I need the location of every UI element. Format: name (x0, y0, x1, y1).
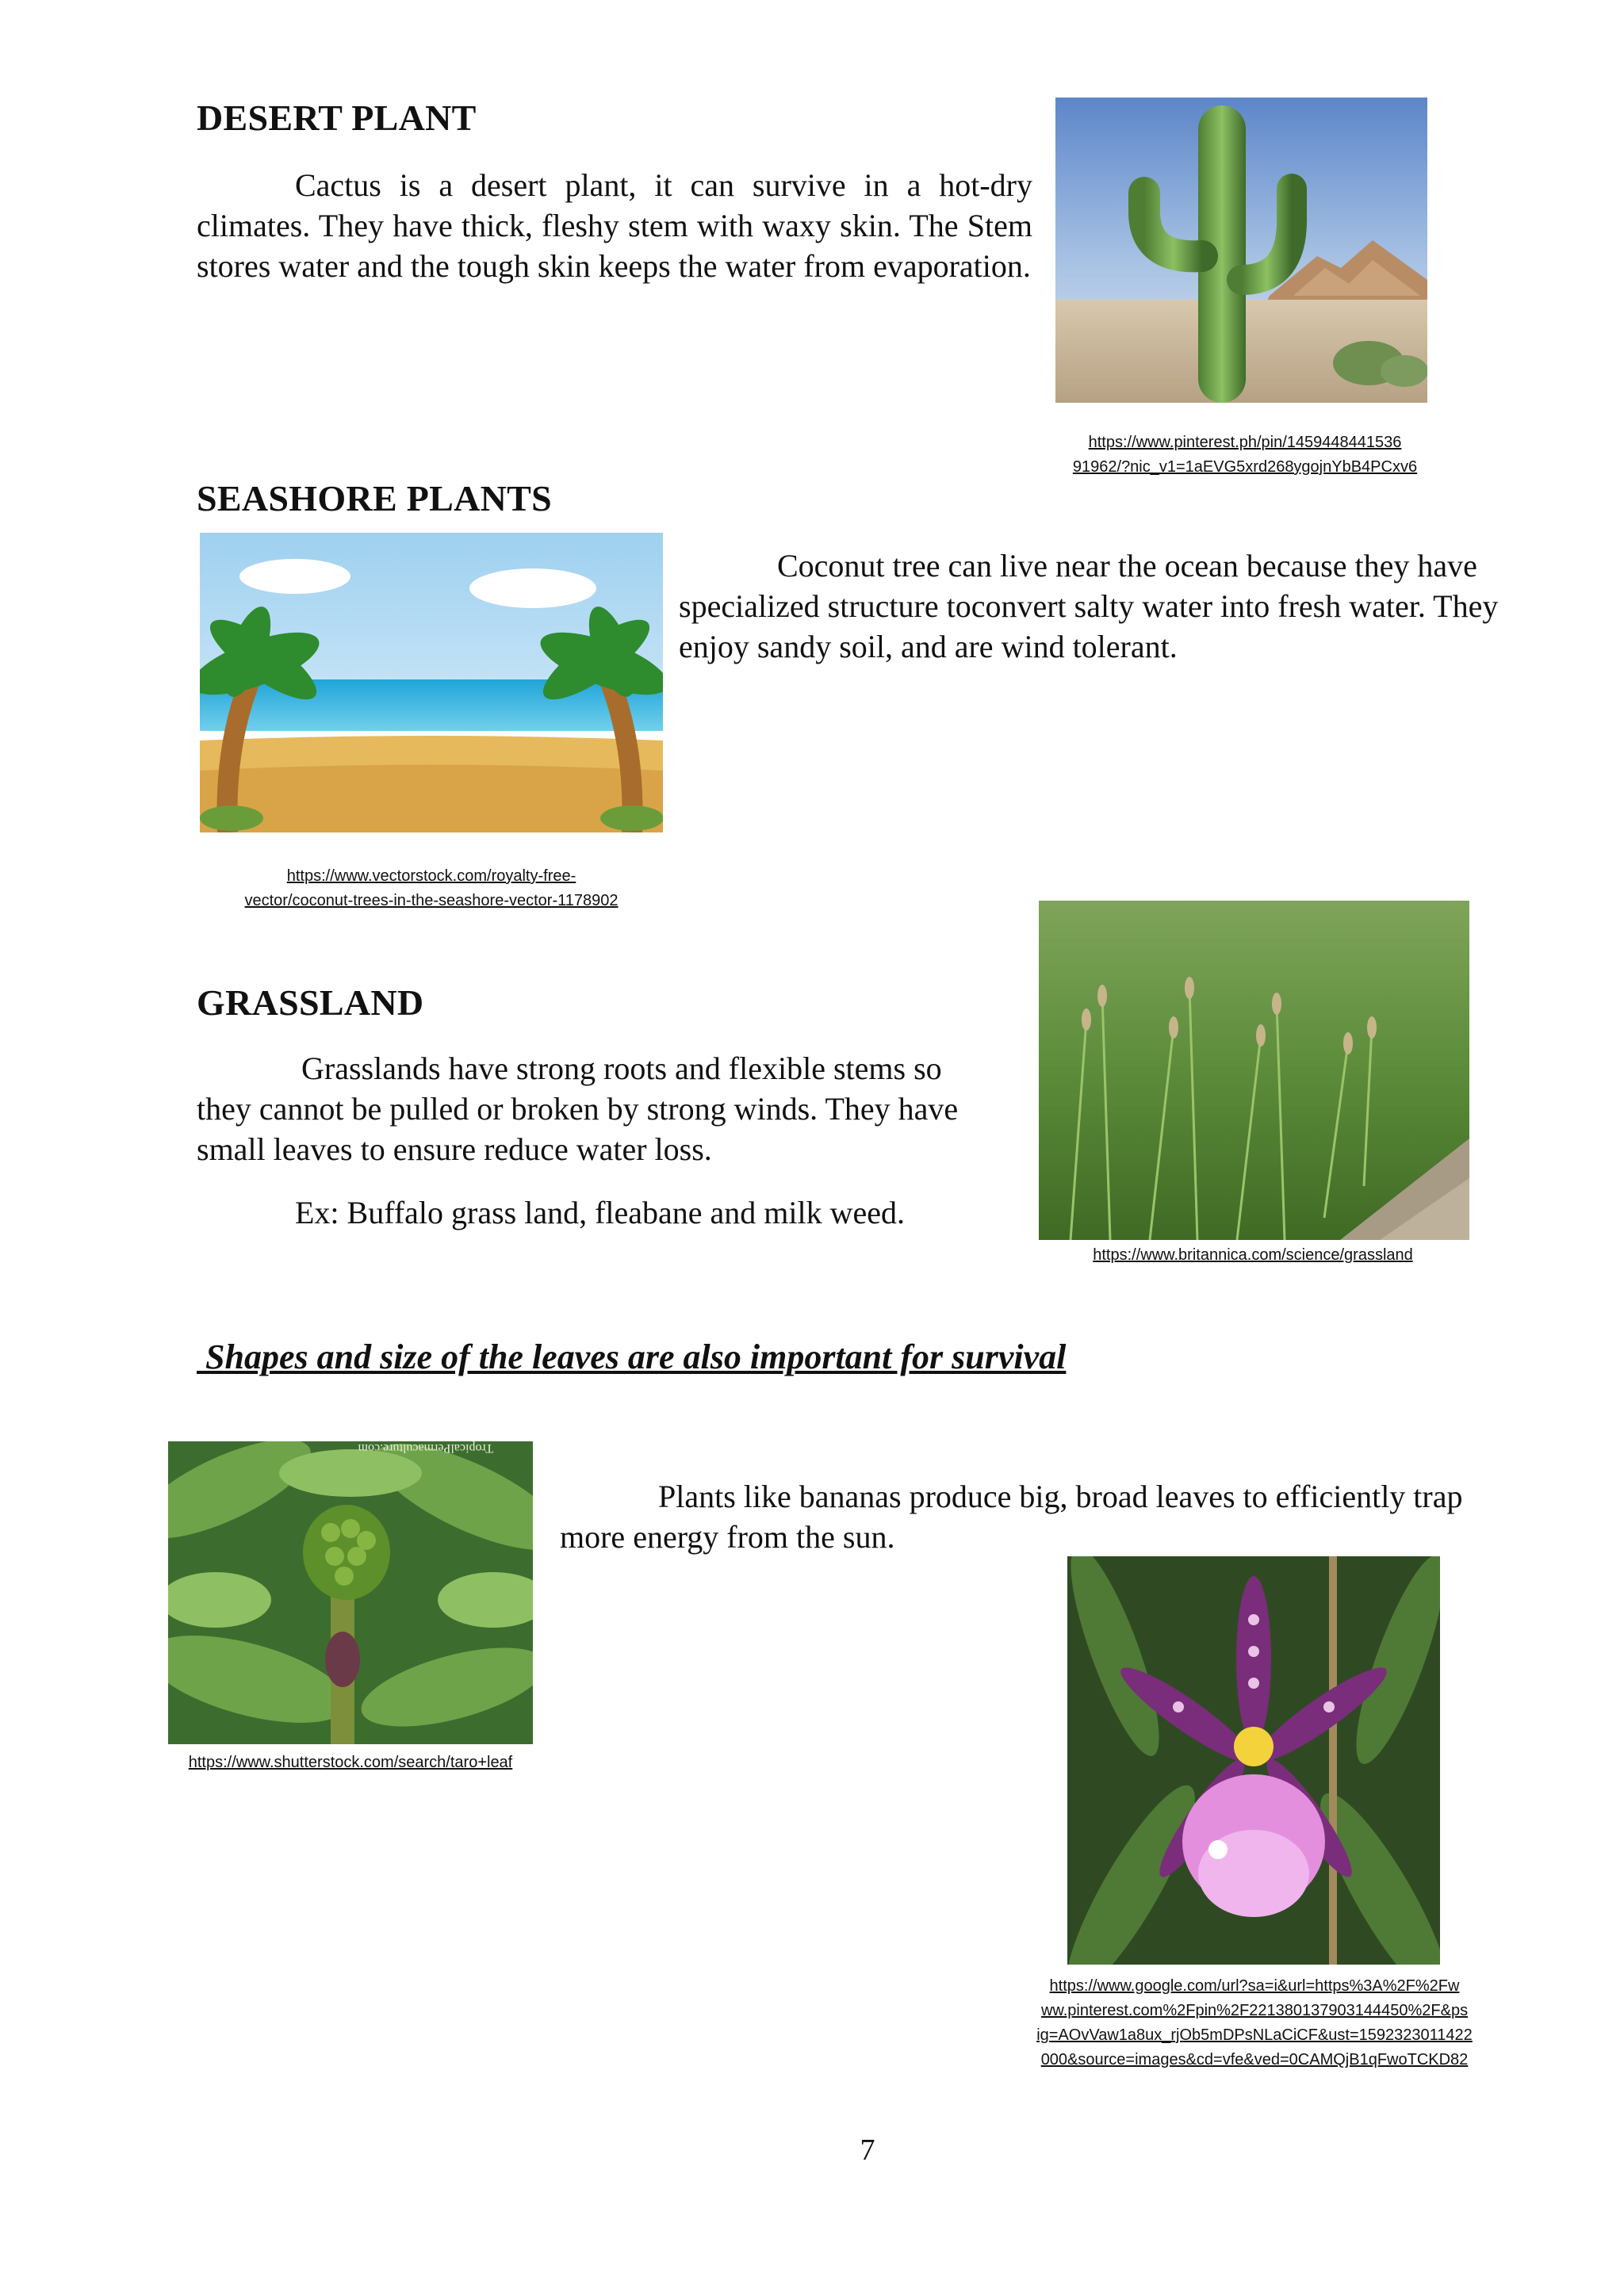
source-line: 000&source=images&cd=vfe&ved=0CAMQjB1qFwoTCKD82 (1040, 2051, 1469, 2068)
source-line: ig=AOvVaw1a8ux_rjOb5mDPsNLaCiCF&ust=1592323011422 (1036, 2026, 1473, 2044)
source-line: https://www.pinterest.ph/pin/1459448441536 (1088, 434, 1402, 451)
grassland-paragraph: Grasslands have strong roots and flexible stems so they cannot be pulled or broken by strong winds. They have small leaves to ensure reduce water loss. (197, 1050, 959, 1167)
seashore-plants-paragraph: Coconut tree can live near the ocean because they have specialized structure toconvert salty water into fresh water. They enjoy sandy soil, and are wind tolerant. (679, 548, 1499, 664)
orchid-image-source[interactable] (1001, 1974, 1508, 2072)
orchid-image (1067, 1556, 1440, 1965)
source-line: https://www.google.com/url?sa=i&url=https%3A%2F%2Fw (1049, 1977, 1460, 1995)
leaves-paragraph: Plants like bananas produce big, broad leaves to efficiently trap more energy from the sun. (560, 1479, 1463, 1555)
coconut-image-source[interactable] (225, 864, 638, 913)
desert-plant-paragraph: Cactus is a desert plant, it can survive in a hot-dry climates. They have thick, fleshy stem with waxy skin. The Stem stores water and the tough skin keeps the water from evaporation. (197, 167, 1032, 284)
source-line: vector/coconut-trees-in-the-seashore-vector-1178902 (244, 892, 619, 909)
grassland-example: Ex: Buffalo grass land, fleabane and milk weed. (295, 1195, 906, 1230)
page-number: 7 (860, 2133, 875, 2167)
source-line: 91962/?nic_v1=1aEVG5xrd268ygojnYbB4PCxv6 (1072, 458, 1418, 476)
grassland-image (1039, 901, 1469, 1240)
leaves-subheading: Shapes and size of the leaves are also important for survival (197, 1337, 1067, 1376)
source-line: https://www.vectorstock.com/royalty-free- (286, 867, 576, 885)
banana-watermark: TropicalPermaculture.com (358, 1441, 493, 1455)
cactus-image (1055, 98, 1427, 403)
coconut-trees-image (200, 533, 663, 832)
grassland-image-source[interactable]: https://www.britannica.com/science/grassland (1093, 1246, 1413, 1264)
source-line: ww.pinterest.com%2Fpin%2F221380137903144450%2F&ps (1040, 2002, 1469, 2019)
grassland-heading: GRASSLAND (197, 982, 424, 1023)
cactus-image-source[interactable] (1063, 430, 1427, 480)
desert-plant-heading: DESERT PLANT (197, 98, 477, 138)
banana-image-source[interactable]: https://www.shutterstock.com/search/taro+leaf (188, 1754, 513, 1771)
banana-plant-image (168, 1441, 533, 1744)
seashore-plants-heading: SEASHORE PLANTS (197, 478, 553, 519)
